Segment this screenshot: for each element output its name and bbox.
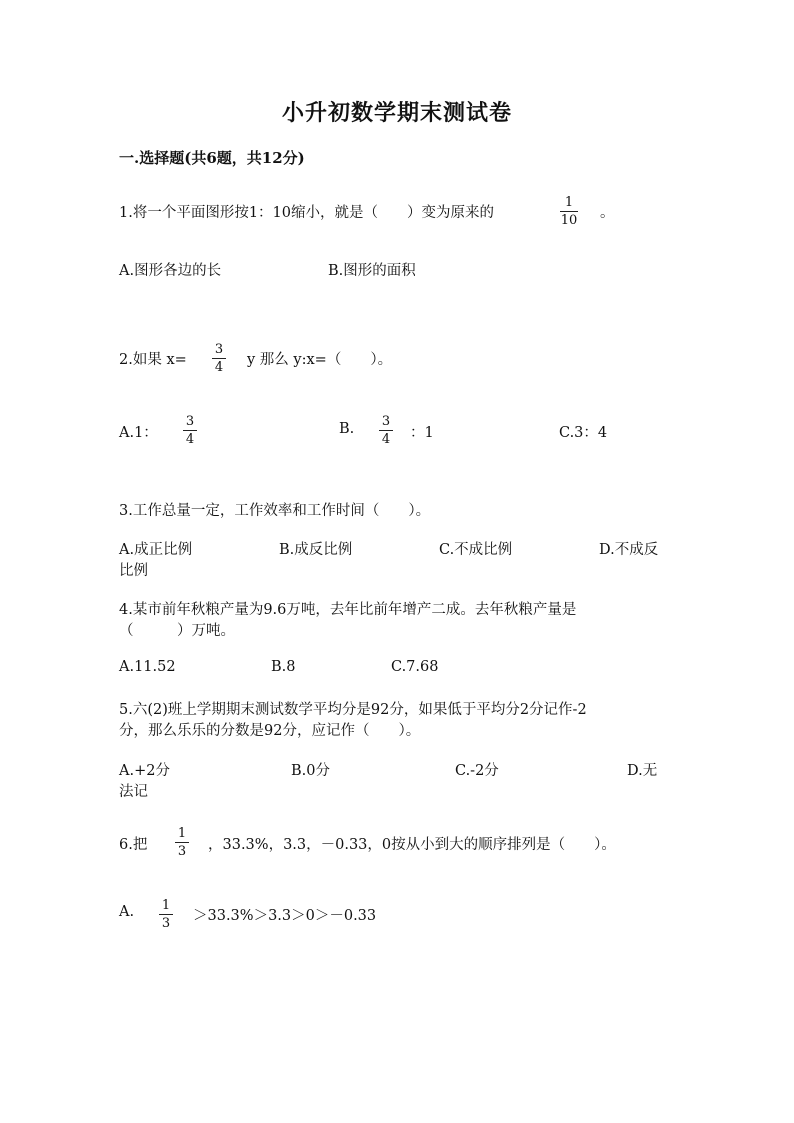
question-3-option-b: B.成反比例 — [279, 542, 353, 558]
fraction-numerator: 1 — [177, 826, 187, 841]
question-5-line-2: 分，那么乐乐的分数是92分，应记作（ ）。 — [119, 723, 421, 739]
fraction-denominator: 4 — [381, 432, 391, 447]
fraction-denominator: 3 — [177, 844, 187, 859]
question-5-line-1: 5.六(2)班上学期期末测试数学平均分是92分，如果低于平均分2分记作-2 — [119, 702, 587, 718]
question-6-fraction — [175, 826, 189, 859]
fraction-bar — [183, 430, 197, 431]
question-1-end: 。 — [600, 205, 615, 221]
fraction-numerator: 3 — [185, 414, 195, 429]
question-2-option-b-prefix: B. — [339, 421, 355, 437]
fraction-denominator: 4 — [185, 432, 195, 447]
question-6-option-a-text: ＞33.3%＞3.3＞0＞－0.33 — [193, 908, 377, 924]
question-5-option-c: C.-2分 — [455, 763, 499, 779]
question-4-option-a: A.11.52 — [119, 659, 176, 675]
question-4-option-b: B.8 — [271, 659, 296, 675]
question-2-option-a-fraction — [183, 414, 197, 447]
question-2-option-b-fraction — [379, 414, 393, 447]
question-5-option-b: B.0分 — [291, 763, 330, 779]
fraction-bar — [175, 842, 189, 843]
question-4-line-2: （ ）万吨。 — [119, 623, 235, 639]
question-6-prefix: 6.把 — [119, 837, 148, 853]
fraction-denominator: 3 — [161, 916, 171, 931]
question-4-option-c: C.7.68 — [391, 659, 439, 675]
question-1-text: 1.将一个平面图形按1：10缩小，就是（ ）变为原来的 — [119, 205, 495, 221]
question-3-option-d-wrap: 比例 — [119, 563, 148, 579]
question-1-option-b: B.图形的面积 — [328, 263, 416, 279]
fraction-numerator: 3 — [214, 342, 224, 357]
fraction-bar — [159, 914, 173, 915]
section-heading: 一.选择题(共6题，共12分) — [119, 149, 305, 167]
fraction-bar — [560, 211, 578, 212]
fraction-bar — [379, 430, 393, 431]
question-3-option-d: D.不成反 — [599, 542, 659, 558]
question-5-option-a: A.+2分 — [119, 763, 170, 779]
question-5-option-d-wrap: 法记 — [119, 784, 148, 800]
question-4-line-1: 4.某市前年秋粮产量为9.6万吨，去年比前年增产二成。去年秋粮产量是 — [119, 602, 577, 618]
question-2-option-b-suffix: ：1 — [410, 425, 434, 441]
question-2-text: 2.如果 x= — [119, 352, 187, 368]
question-2-option-c: C.3：4 — [559, 425, 608, 441]
fraction-numerator: 3 — [381, 414, 391, 429]
question-6-option-a-fraction — [159, 898, 173, 931]
question-2-option-a-prefix: A.1： — [119, 425, 158, 441]
question-3-option-a: A.成正比例 — [119, 542, 193, 558]
question-1-fraction — [560, 195, 578, 228]
question-6-option-a-prefix: A. — [119, 904, 135, 920]
fraction-numerator: 1 — [161, 898, 171, 913]
question-2-end: y 那么 y:x=（ ）。 — [247, 352, 393, 368]
fraction-denominator: 4 — [214, 360, 224, 375]
question-3-option-c: C.不成比例 — [439, 542, 513, 558]
fraction-bar — [212, 358, 226, 359]
fraction-denominator: 10 — [560, 213, 578, 228]
question-6-text: ，33.3%，3.3，－0.33，0按从小到大的顺序排列是（ ）。 — [208, 837, 616, 853]
question-1-option-a: A.图形各边的长 — [119, 263, 222, 279]
question-3-text: 3.工作总量一定，工作效率和工作时间（ ）。 — [119, 503, 431, 519]
question-2-fraction — [212, 342, 226, 375]
question-5-option-d: D.无 — [627, 763, 658, 779]
fraction-numerator: 1 — [564, 195, 574, 210]
page-title: 小升初数学期末测试卷 — [281, 100, 512, 126]
